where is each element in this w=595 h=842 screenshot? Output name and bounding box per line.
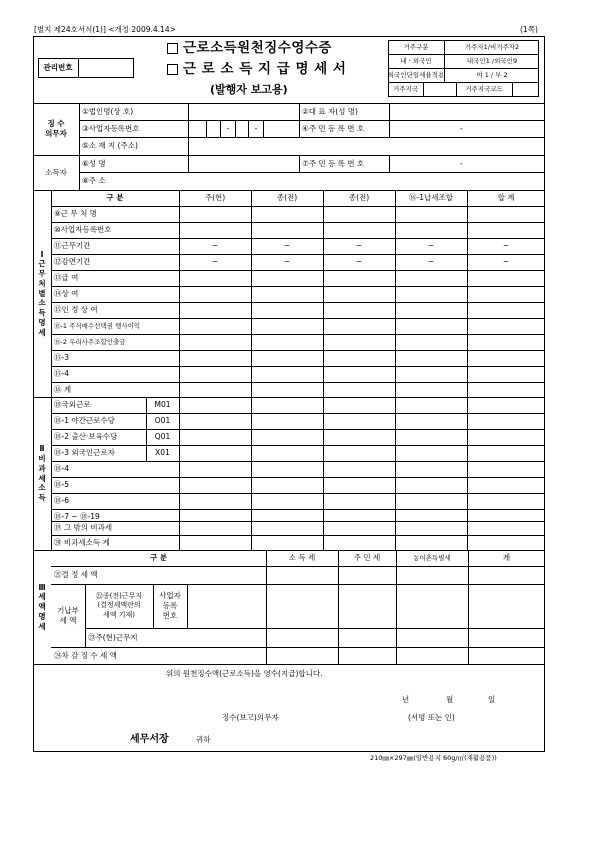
s1-reduction-prev-1[interactable]: ~ (283, 257, 291, 267)
grid-line (266, 550, 267, 664)
grid-line (146, 397, 147, 461)
s2-row-18-5: ⑱-5 (54, 480, 69, 490)
grid-line (51, 334, 545, 335)
s3-paid-tax-label: 기납부 세 액 (57, 605, 79, 625)
payer-signature-label: 징수(보고)의무자 (222, 713, 279, 723)
footer-statement: 위의 원천징수액(근로소득)을 영수(지급)합니다. (166, 669, 323, 679)
grid-line (467, 190, 468, 397)
grid-line (51, 493, 545, 494)
earner-address-label: ⑧주 소 (82, 176, 106, 186)
checkbox-statement[interactable] (167, 64, 178, 75)
grid-line (51, 254, 545, 255)
grid-line (251, 397, 252, 550)
grid-line (51, 584, 545, 585)
title-line-2: 근 로 소 득 지 급 명 세 서 (167, 61, 346, 78)
earner-resident-field[interactable]: - (460, 158, 463, 168)
s3-row-determined-tax: ㉑결 정 세 액 (54, 570, 98, 580)
grid-line (85, 628, 545, 629)
date-month-label: 월 (446, 695, 454, 705)
representative-field[interactable] (390, 104, 544, 119)
s1-period-prev-2[interactable]: ~ (355, 241, 363, 251)
s1-row-salary: ⑬급 여 (54, 273, 79, 283)
grid-line (251, 190, 252, 397)
s1-reduction-union[interactable]: ~ (427, 257, 435, 267)
grid-line (179, 190, 180, 397)
grid-line (51, 477, 545, 478)
management-number-label: 관리번호 (43, 63, 73, 73)
earner-name-label: ⑥성 명 (82, 158, 106, 168)
s1-col-prev-2: 종(전) (348, 193, 370, 203)
grid-line (395, 190, 396, 397)
s3-col-total: 계 (502, 553, 511, 563)
s2-row-overseas: ⑱국외근로 (54, 400, 91, 410)
date-day-label: 일 (488, 695, 496, 705)
s1-row-workplace: ⑨근 무 처 명 (54, 209, 97, 219)
grid-line (51, 238, 545, 239)
s2-code-night: O01 (154, 416, 171, 426)
s1-period-total[interactable]: ~ (502, 241, 510, 251)
country-code-label: 거주지국코드 (465, 85, 503, 94)
section-3-label: Ⅲ 세 액 명 세 (38, 582, 46, 631)
title-line-3: (발행자 보고용) (210, 82, 288, 96)
earner-section-label: 소득자 (45, 167, 67, 177)
s2-row-foreign: ⑱-3 외국인근로자 (54, 448, 115, 458)
s1-period-current[interactable]: ~ (211, 241, 219, 251)
residency-label: 거주구분 (403, 42, 429, 51)
earner-name-field[interactable] (189, 156, 298, 171)
tax-office-label: 세무서장 (130, 734, 169, 745)
s3-row-deducted-tax: ㉔차 감 징 수 세 액 (54, 650, 117, 660)
paper-spec: 210㎜×297㎜(일반용지 60g/㎡(재활용품)) (370, 753, 497, 762)
s1-reduction-current[interactable]: ~ (211, 257, 219, 267)
company-name-label: ①법인명(상 호) (82, 106, 134, 116)
grid-line (85, 584, 86, 647)
s2-row-other: ⑲ 그 밖의 비과세 (54, 523, 113, 533)
s3-bizno-label: 사업자 등록 번호 (159, 591, 181, 620)
address-field[interactable] (189, 138, 544, 154)
company-name-field[interactable] (189, 104, 298, 119)
s3-col-rural-tax: 농어촌특별세 (413, 553, 451, 562)
business-reg-label: ③사업자등록번호 (82, 123, 140, 133)
s1-reduction-prev-2[interactable]: ~ (355, 257, 363, 267)
page-number: (1쪽) (520, 24, 538, 34)
representative-label: ②대 표 자(성 명) (302, 106, 358, 116)
s1-col-current: 주(현) (204, 193, 226, 203)
grid-line (51, 270, 545, 271)
grid-line (187, 584, 188, 628)
honorific: 귀하 (196, 735, 211, 745)
s1-row-reduction-period: ⑫감면기간 (54, 257, 91, 267)
country-label: 거주지국 (392, 85, 419, 94)
s3-col-income-tax: 소 득 세 (288, 553, 316, 563)
residency-value[interactable]: 거주자1/비거주자2 (464, 42, 520, 51)
flat-tax-label: 외국인단일세율적용 (388, 70, 444, 79)
earner-resident-label: ⑦주 민 등 록 번 호 (302, 158, 365, 168)
s2-row-18-7-19: ⑱-7 ~ ⑱-19 (54, 512, 100, 522)
s2-row-total: ⑳ 비과세소득 계 (54, 537, 110, 547)
grid-line (395, 397, 396, 550)
grid-line (323, 190, 324, 397)
grid-line (396, 550, 397, 664)
s1-col-union: ⑯-1납세조합 (409, 193, 453, 203)
s2-row-night: ⑱-1 야간근로수당 (54, 416, 115, 426)
grid-line (51, 350, 545, 351)
section-1-label: Ⅰ 근 무 처 별 소 득 명 세 (38, 249, 46, 337)
date-year-label: 년 (402, 695, 410, 705)
grid-line (51, 206, 545, 207)
s1-row-bonus: ⑭상 여 (54, 289, 79, 299)
s3-prev-workplace-label: ㉒종(전)근무지 (결정세액란의 세액 기재) (95, 592, 143, 619)
s3-col-category: 구 분 (149, 553, 168, 563)
grid-line (51, 318, 545, 319)
s1-col-prev-1: 종(전) (276, 193, 298, 203)
s1-row-esop: ⑮-2 우리사주조합인출금 (54, 337, 126, 346)
s1-reduction-total[interactable]: ~ (502, 257, 510, 267)
grid-line (51, 647, 545, 648)
grid-line (51, 445, 545, 446)
grid-line (51, 286, 545, 287)
grid-line (338, 550, 339, 664)
s1-row-15-4: ⑮-4 (54, 369, 69, 379)
grid-line (51, 382, 545, 383)
checkbox-receipt[interactable] (167, 43, 178, 54)
section-2-label: Ⅱ 비 과 세 소 득 (38, 444, 46, 502)
grid-line (51, 461, 545, 462)
s1-period-prev-1[interactable]: ~ (283, 241, 291, 251)
resident-reg-field[interactable]: - (460, 123, 463, 133)
s2-row-18-4: ⑱-4 (54, 464, 69, 474)
grid-line (51, 366, 545, 367)
grid-line (51, 413, 545, 414)
s2-row-18-6: ⑱-6 (54, 496, 69, 506)
grid-line (468, 550, 469, 664)
grid-line (51, 429, 545, 430)
signature-field[interactable]: (서명 또는 인) (408, 713, 455, 723)
s1-row-biz-no: ⑩사업자등록번호 (54, 225, 112, 235)
resident-reg-label: ④주 민 등 록 번 호 (302, 123, 365, 133)
grid-line (51, 535, 545, 536)
s2-code-overseas: M01 (154, 400, 171, 410)
s2-code-childcare: Q01 (154, 432, 171, 442)
s1-row-work-period: ⑪근무기간 (54, 241, 91, 251)
grid-line (51, 566, 545, 567)
flat-tax-value[interactable]: 여 1 / 부 2 (476, 70, 508, 79)
grid-line (51, 302, 545, 303)
grid-line (51, 521, 545, 522)
s1-row-total: ⑯ 계 (54, 384, 72, 394)
grid-line (323, 397, 324, 550)
payer-section-label: 징 수 의무자 (45, 119, 67, 138)
s1-row-15-3: ⑮-3 (54, 353, 69, 363)
grid-line (51, 222, 545, 223)
grid-line (179, 397, 180, 550)
title-line-1: 근로소득원천징수영수증 (167, 40, 332, 57)
s2-row-childcare: ⑱-2 출산·보육수당 (54, 432, 118, 442)
s3-row-current-workplace: ㉓주(현)근무지 (88, 632, 138, 642)
s1-row-deemed-bonus: ⑮인 정 상 여 (54, 305, 98, 315)
nationality-value[interactable]: 내국인1 /외국인9 (466, 56, 518, 65)
address-label: ⑤소 재 지 (주소) (82, 141, 138, 151)
nationality-label: 내 · 외국인 (400, 56, 432, 65)
s1-col-total: 합 계 (497, 193, 515, 203)
s1-row-stock-option: ⑮-1 주식매수선택권 행사이익 (54, 321, 141, 330)
grid-line (467, 397, 468, 550)
earner-address-field[interactable] (189, 173, 544, 189)
grid-line (153, 584, 154, 628)
s2-code-foreign: X01 (155, 448, 170, 458)
s1-period-union[interactable]: ~ (427, 241, 435, 251)
s1-col-category: 구 분 (106, 193, 124, 203)
s3-col-resident-tax: 주 민 세 (353, 553, 381, 563)
form-id: [별지 제24호서식(1)] <개정 2009.4.14> (34, 24, 176, 34)
grid-line (51, 509, 545, 510)
management-number-field[interactable] (79, 58, 133, 78)
business-reg-field[interactable]: - - (188, 120, 299, 137)
